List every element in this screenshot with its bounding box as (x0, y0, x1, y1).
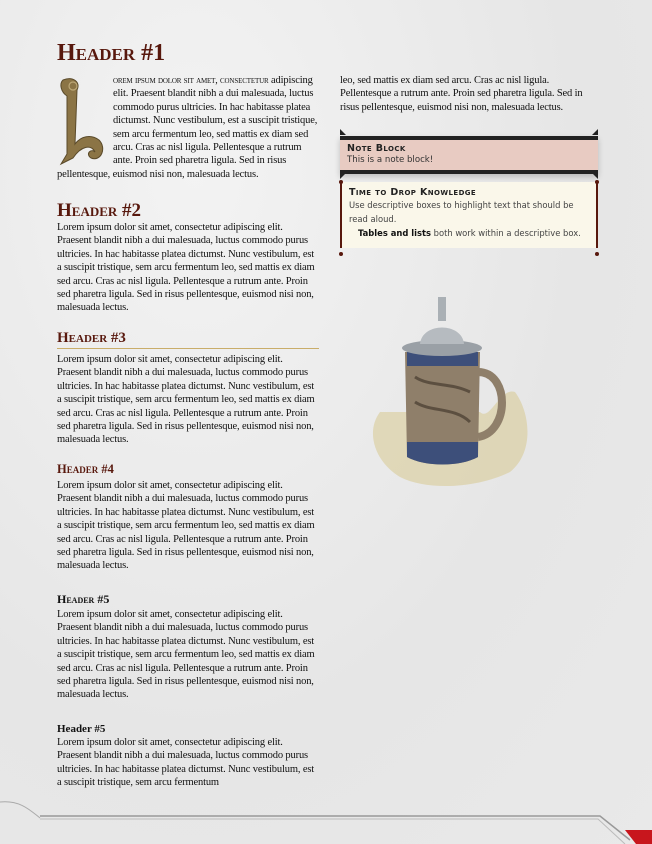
footer-border (0, 800, 652, 844)
paragraph: Lorem ipsum dolor sit amet, consectetur adipiscing elit. Praesent blandit nibh a dui malesuada, luctus commodo purus ultricies. In hac habitasse platea dictumst. Nunc vestibulum, est a suscipit tristique, sem arcu fermentum leo, sed mattis ex diam sed arcu. Cras ac nisl ligula. Pellentesque a rutrum ante. Proin sed pharetra ligula. Sed in risus pellentesque, euismod nisi non, malesuada lectus. (57, 609, 315, 701)
header-6: Header #5 (57, 723, 106, 735)
note-body: This is a note block! (347, 155, 434, 165)
note-block (340, 136, 598, 174)
descriptive-body: Use descriptive boxes to highlight text that should be read aloud. (349, 200, 574, 224)
section-header-5 (57, 592, 319, 702)
section-header-1 (57, 40, 319, 181)
section-header-4 (57, 462, 319, 573)
paragraph: Lorem ipsum dolor sit amet, consectetur adipiscing elit. Praesent blandit nibh a dui malesuada, luctus commodo purus ultricies. In hac habitasse platea dictumst. Nunc vestibulum, est a suscipit tristique, sem arcu fermentum (57, 737, 315, 789)
paragraph: Lorem ipsum dolor sit amet, consectetur adipiscing elit. Praesent blandit nibh a dui malesuada, luctus commodo purus ultricies. In hac habitasse platea dictumst. Nunc vestibulum, est a suscipit tristique, sem arcu fermentum leo, sed mattis ex diam sed arcu. Cras ac nisl ligula. Pellentesque a rutrum ante. Proin sed pharetra ligula. Sed in risus pellentesque, euismod nisi non, malesuada lectus. (57, 480, 315, 572)
descriptive-title: Time to Drop Knowledge (349, 187, 477, 198)
paragraph: orem ipsum dolor sit amet, consectetur adipiscing elit. Praesent blandit nibh a dui malesuada, luctus commodo purus ultricies. In hac habitasse platea dictumst. Nunc vestibulum, est a suscipit tristique, sem arcu fermentum leo, sed mattis ex diam sed arcu. Cras ac nisl ligula. Pellentesque a rutrum ante. Proin sed pharetra ligula. Sed in risus pellentesque, euismod nisi non, malesuada lectus. (57, 74, 319, 181)
beer-stein-image (360, 292, 540, 497)
header-5: Header #5 (57, 592, 110, 606)
header-2: Header #2 (57, 200, 142, 221)
continued-paragraph: leo, sed mattis ex diam sed arcu. Cras ac nisl ligula. Pellentesque a rutrum ante. Proin sed pharetra ligula. Sed in risus pellentesque, euismod nisi non, malesuada lectus. (340, 75, 583, 113)
section-header-2 (57, 200, 319, 315)
header-4: Header #4 (57, 462, 114, 476)
section-header-6 (57, 723, 319, 790)
paragraph: Lorem ipsum dolor sit amet, consectetur adipiscing elit. Praesent blandit nibh a dui malesuada, luctus commodo purus ultricies. In hac habitasse platea dictumst. Nunc vestibulum, est a suscipit tristique, sem arcu fermentum leo, sed mattis ex diam sed arcu. Cras ac nisl ligula. Pellentesque a rutrum ante. Proin sed pharetra ligula. Sed in risus pellentesque, euismod nisi non, malesuada lectus. (57, 354, 315, 446)
paragraph: Lorem ipsum dolor sit amet, consectetur adipiscing elit. Praesent blandit nibh a dui malesuada, luctus commodo purus ultricies. In hac habitasse platea dictumst. Nunc vestibulum, est a suscipit tristique, sem arcu fermentum leo, sed mattis ex diam sed arcu. Cras ac nisl ligula. Pellentesque a rutrum ante. Proin sed pharetra ligula. Sed in risus pellentesque, euismod nisi non, malesuada lectus. (57, 222, 315, 314)
descriptive-note: Tables and lists both work within a descriptive box. (358, 228, 581, 238)
corner-accent (625, 830, 652, 844)
descriptive-box (340, 182, 598, 248)
section-header-3 (57, 330, 319, 447)
header-3: Header #3 (57, 330, 319, 349)
drop-cap-l-icon (51, 74, 109, 166)
note-title: Note Block (347, 143, 406, 154)
header-1: Header #1 (57, 40, 166, 66)
